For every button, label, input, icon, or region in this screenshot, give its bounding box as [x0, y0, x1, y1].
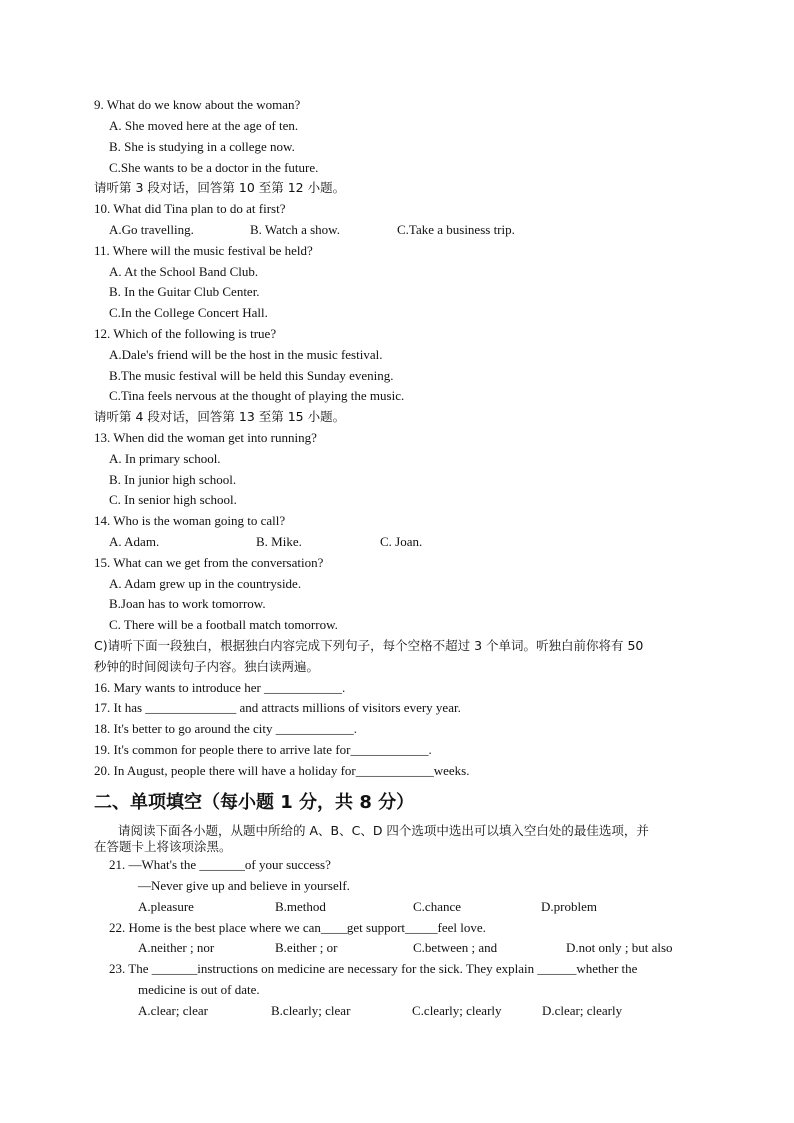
question-14-stem: 14. Who is the woman going to call? [94, 513, 286, 528]
question-22-option-b: B.either ; or [275, 940, 338, 955]
question-23-option-b: B.clearly; clear [271, 1003, 351, 1018]
section-2-instruction-line-1: 请阅读下面各小题，从题中所给的 A、B、C、D 四个选项中选出可以填入空白处的最佳选项，并 [118, 823, 649, 838]
question-12-stem: 12. Which of the following is true? [94, 326, 277, 341]
question-23-stem: 23. The _______instructions on medicine are necessary for the sick. They explain ______whether the [109, 961, 638, 976]
question-13-option-b: B. In junior high school. [109, 472, 237, 487]
question-21-option-b: B.method [275, 899, 326, 914]
question-21-option-c: C.chance [413, 899, 462, 914]
question-10-option-c: C.Take a business trip. [397, 222, 515, 237]
question-23-option-c: C.clearly; clearly [412, 1003, 502, 1018]
question-21-stem: 21. —What's the _______of your success? [109, 857, 331, 872]
question-10-option-a: A.Go travelling. [109, 222, 194, 237]
question-9-option-a: A. She moved here at the age of ten. [109, 118, 299, 133]
question-15-option-b: B.Joan has to work tomorrow. [109, 596, 266, 611]
question-12-option-a: A.Dale's friend will be the host in the music festival. [109, 347, 383, 362]
question-13-option-c: C. In senior high school. [109, 492, 237, 507]
question-9-option-b: B. She is studying in a college now. [109, 139, 295, 154]
question-15-stem: 15. What can we get from the conversation? [94, 555, 324, 570]
question-11-option-a: A. At the School Band Club. [109, 264, 259, 279]
section-2-heading: 二、单项填空（每小题 1 分，共 8 分） [94, 792, 415, 813]
question-20: 20. In August, people there will have a holiday for____________weeks. [94, 763, 470, 778]
question-14-option-b: B. Mike. [256, 534, 302, 549]
question-15-option-a: A. Adam grew up in the countryside. [109, 576, 302, 591]
question-22-stem: 22. Home is the best place where we can____get support_____feel love. [109, 920, 486, 935]
question-15-option-c: C. There will be a football match tomorrow. [109, 617, 338, 632]
question-21-option-a: A.pleasure [138, 899, 194, 914]
question-11-option-c: C.In the College Concert Hall. [109, 305, 268, 320]
question-22-option-c: C.between ; and [413, 940, 498, 955]
question-10-stem: 10. What did Tina plan to do at first? [94, 201, 286, 216]
question-12-option-b: B.The music festival will be held this Sunday evening. [109, 368, 394, 383]
question-13-stem: 13. When did the woman get into running? [94, 430, 317, 445]
question-11-option-b: B. In the Guitar Club Center. [109, 284, 260, 299]
question-19: 19. It's common for people there to arrive late for____________. [94, 742, 432, 757]
question-14-option-a: A. Adam. [109, 534, 160, 549]
question-13-option-a: A. In primary school. [109, 451, 221, 466]
part-c-instruction-line-2: 秒钟的时间阅读句子内容。独白读两遍。 [94, 659, 320, 674]
question-11-stem: 11. Where will the music festival be held? [94, 243, 313, 258]
question-22-option-d: D.not only ; but also [566, 940, 673, 955]
question-23-option-d: D.clear; clearly [542, 1003, 623, 1018]
question-17: 17. It has ______________ and attracts millions of visitors every year. [94, 700, 461, 715]
question-22-option-a: A.neither ; nor [138, 940, 215, 955]
instruction-dialogue-4: 请听第 4 段对话，回答第 13 至第 15 小题。 [94, 409, 346, 424]
question-16: 16. Mary wants to introduce her ____________. [94, 680, 346, 695]
question-21-option-d: D.problem [541, 899, 597, 914]
question-10-option-b: B. Watch a show. [250, 222, 340, 237]
question-9-option-c: C.She wants to be a doctor in the future. [109, 160, 319, 175]
question-18: 18. It's better to go around the city ____________. [94, 721, 358, 736]
section-2-instruction-line-2: 在答题卡上将该项涂黑。 [94, 839, 232, 854]
question-21-reply: —Never give up and believe in yourself. [138, 878, 350, 893]
question-23-option-a: A.clear; clear [138, 1003, 209, 1018]
instruction-dialogue-3: 请听第 3 段对话，回答第 10 至第 12 小题。 [94, 180, 346, 195]
part-c-instruction-line-1: C)请听下面一段独白，根据独白内容完成下列句子，每个空格不超过 3 个单词。听独白前你将有 50 [94, 638, 644, 653]
question-9-stem: 9. What do we know about the woman? [94, 97, 301, 112]
question-14-option-c: C. Joan. [380, 534, 423, 549]
question-23-stem-continued: medicine is out of date. [138, 982, 260, 997]
question-12-option-c: C.Tina feels nervous at the thought of playing the music. [109, 388, 405, 403]
